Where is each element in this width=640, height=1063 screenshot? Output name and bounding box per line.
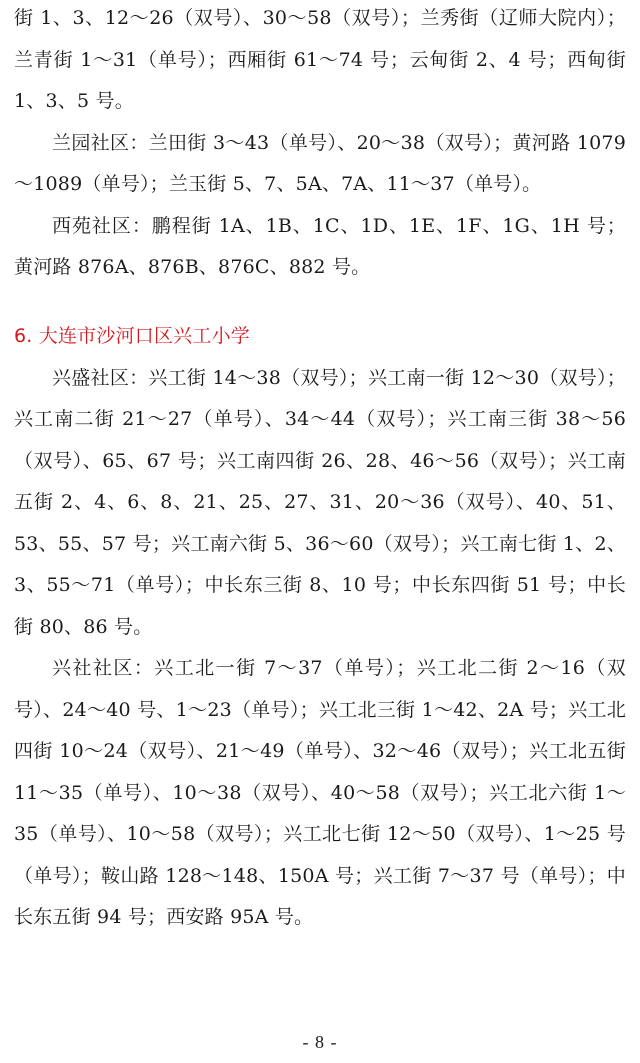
paragraph-continuation: 街 1、3、12～26（双号）、30～58（双号）；兰秀街（辽师大院内）；兰青街 1～31（单号）；西厢街 61～74 号；云甸街 2、4 号；西甸街 1、3、5 号。 bbox=[14, 7, 626, 112]
section-heading: 6. 大连市沙河口区兴工小学 bbox=[14, 325, 250, 347]
section-6 bbox=[14, 316, 626, 939]
page-number: - 8 - bbox=[302, 1032, 338, 1052]
body-text-top bbox=[14, 0, 626, 289]
paragraph-xingshe-community: 兴社社区：兴工北一街 7～37（单号）；兴工北二街 2～16（双号）、24～40 号、1～23（单号）；兴工北三街 1～42、2A 号；兴工北四街 10～24（双号）、21～49（单号）、32～46（双号）；兴工北五街 11～35（单号）、10～38（双号）、40～58（双号）；兴工北六街 1～35（单号）、10～58（双号）；兴工北七街 12～50（双号）、1～25 号（单号）；鞍山路 128～148、150A 号；兴工街 7～37 号（单号）；中长东五街 94 号；西安路 95A 号。 bbox=[14, 657, 626, 928]
paragraph-xingsheng-community: 兴盛社区：兴工街 14～38（双号）；兴工南一街 12～30（双号）；兴工南二街 21～27（单号）、34～44（双号）；兴工南三街 38～56（双号）、65、67 号；兴工南四街 26、28、46～56（双号）；兴工南五街 2、4、6、8、21、25、27、31、20～36（双号）、40、51、53、55、57 号；兴工南六街 5、36～60（双号）；兴工南七街 1、2、3、55～71（单号）；中长东三街 8、10 号；中长东四街 51 号；中长街 80、86 号。 bbox=[14, 366, 626, 638]
paragraph-lanyuan-community: 兰园社区：兰田街 3～43（单号）、20～38（双号）；黄河路 1079～1089（单号）；兰玉街 5、7、5A、7A、11～37（单号）。 bbox=[14, 131, 626, 195]
paragraph-xiyuan-community: 西苑社区：鹏程街 1A、1B、1C、1D、1E、1F、1G、1H 号；黄河路 876A、876B、876C、882 号。 bbox=[14, 214, 626, 278]
